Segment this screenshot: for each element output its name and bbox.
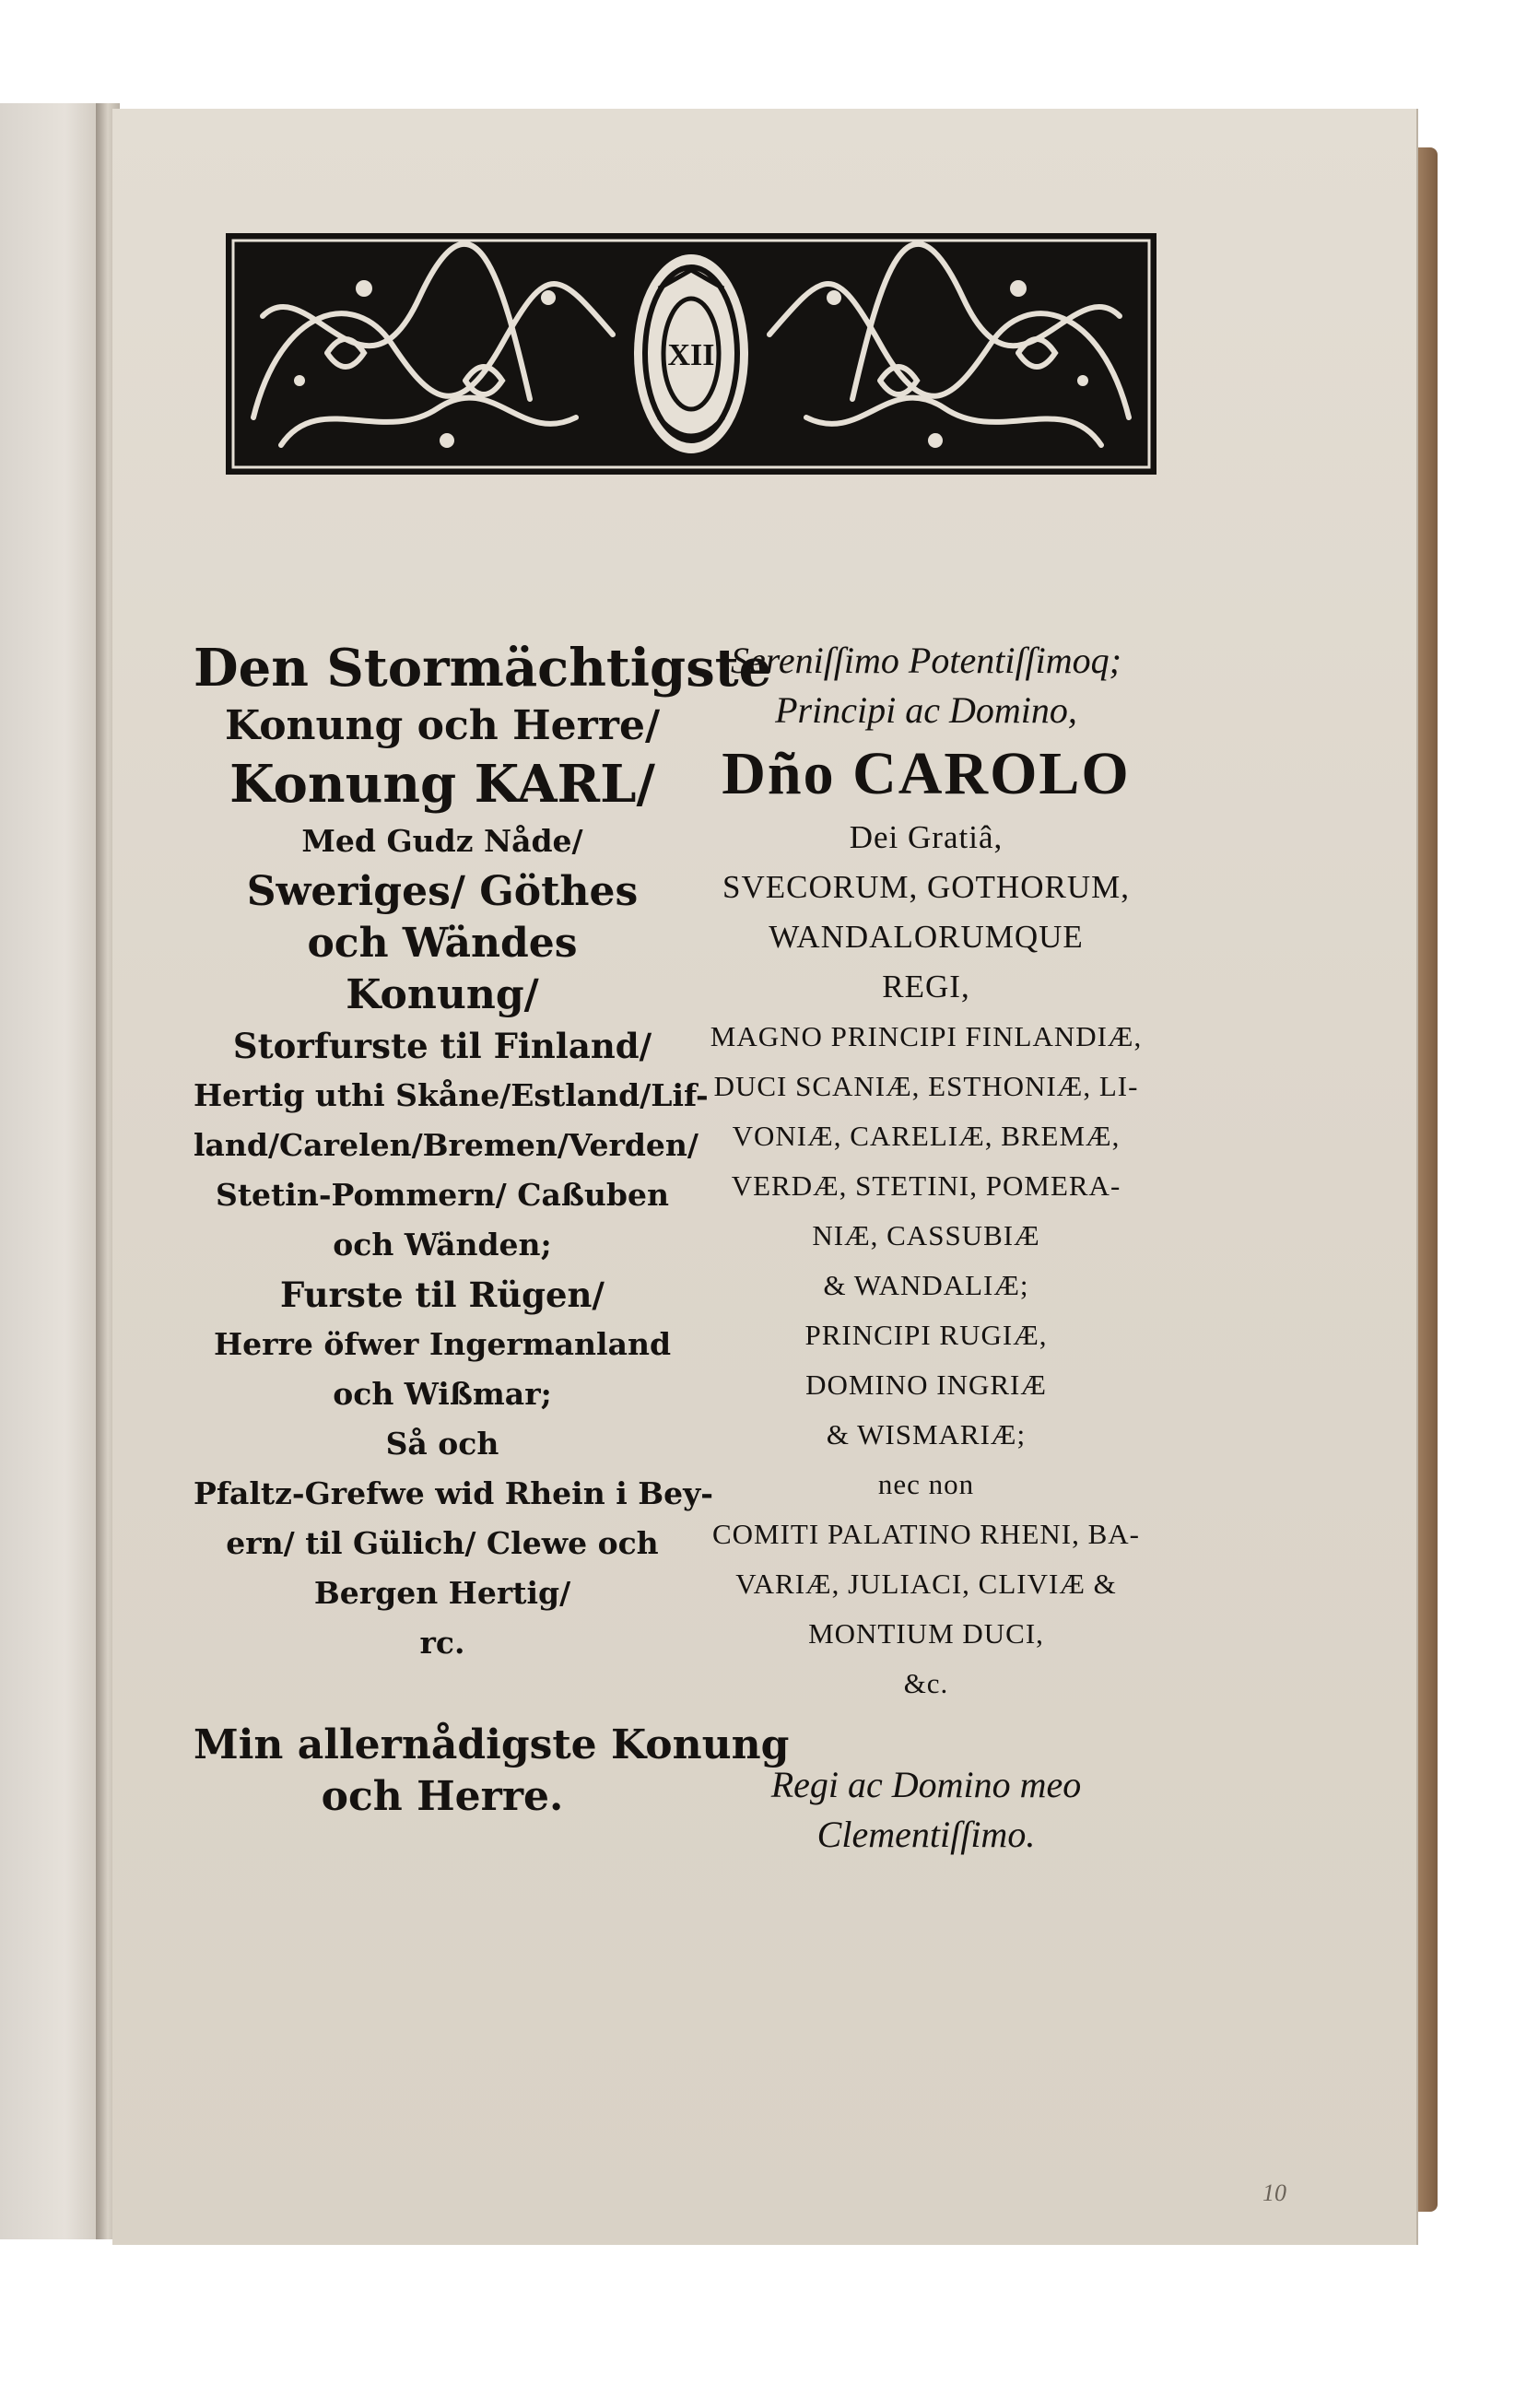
latin-line: Sereniſſimo Potentiſſimoq; [730,640,1121,681]
swedish-line: Furste til Rügen/ [280,1274,605,1315]
latin-line: VARIÆ, JULIACI, CLIVIÆ & [735,1568,1117,1600]
swedish-line: Pfaltz-Grefwe wid Rhein i Bey- [194,1475,713,1511]
latin-line: MONTIUM DUCI, [808,1617,1044,1650]
swedish-line: Sweriges/ Göthes [246,868,639,915]
latin-line: DUCI SCANIÆ, ESTHONIÆ, LI- [713,1070,1139,1102]
swedish-line: Bergen Hertig/ [313,1575,571,1611]
latin-line: VONIÆ, CARELIÆ, BREMÆ, [732,1120,1121,1152]
latin-line: SVECORUM, GOTHORUM, [722,869,1130,905]
latin-line: NIÆ, CASSUBIÆ [812,1219,1040,1251]
latin-line: nec non [877,1468,975,1500]
latin-closing-line: Regi ac Domino meo [770,1764,1082,1805]
latin-line: Dño CAROLO [722,740,1131,807]
latin-line: &c. [903,1667,949,1699]
swedish-line: Den Stormächtigste [194,638,772,699]
swedish-line: land/Carelen/Bremen/Verden/ [194,1127,699,1163]
swedish-line: Hertig uthi Skåne/Estland/Lif- [194,1077,709,1113]
swedish-line: Så och [385,1426,499,1462]
swedish-dedication-column [194,636,790,1823]
swedish-line: och Wänden; [333,1227,552,1263]
latin-line: WANDALORUMQUE [769,919,1084,955]
latin-line: & WANDALIÆ; [823,1269,1029,1301]
swedish-line: Storfurste til Finland/ [232,1026,652,1066]
latin-line: REGI, [882,969,970,1004]
headpiece-ornament [226,233,1156,475]
facing-page [0,103,112,2239]
swedish-line: Stetin-Pommern/ Caßuben [215,1177,669,1213]
swedish-line: ern/ til Gülich/ Clewe och [226,1525,659,1561]
swedish-line: Med Gudz Nåde/ [301,823,583,859]
swedish-closing-line: Min allernådigste Konung [194,1721,790,1768]
latin-dedication-column [677,636,1175,1860]
monogram-text: XII [667,338,715,372]
latin-line: Dei Gratiâ, [849,819,1004,855]
swedish-closing-line: och Herre. [321,1773,564,1820]
swedish-line: Konung KARL/ [229,754,655,815]
latin-closing-line: Clementiſſimo. [816,1814,1036,1855]
latin-line: COMITI PALATINO RHENI, BA- [711,1518,1140,1550]
latin-line: DOMINO INGRIÆ [805,1368,1047,1401]
latin-line: & WISMARIÆ; [826,1418,1027,1451]
latin-line: PRINCIPI RUGIÆ, [804,1319,1048,1351]
latin-line: VERDÆ, STETINI, POMERA- [731,1169,1121,1202]
monogram-cartouche [634,254,748,453]
swedish-line: Konung och Herre/ [224,702,661,749]
swedish-line: Konung/ [346,971,539,1018]
swedish-line: Herre öfwer Ingermanland [213,1326,672,1362]
swedish-line: rc. [419,1625,465,1661]
latin-line: Principi ac Domino, [775,689,1077,731]
swedish-line: och Wändes [307,920,578,967]
pencil-mark: 10 [1262,2179,1286,2206]
swedish-line: och Wißmar; [333,1376,552,1412]
ornamental-headpiece [226,233,1156,475]
latin-line: MAGNO PRINCIPI FINLANDIÆ, [710,1020,1143,1052]
